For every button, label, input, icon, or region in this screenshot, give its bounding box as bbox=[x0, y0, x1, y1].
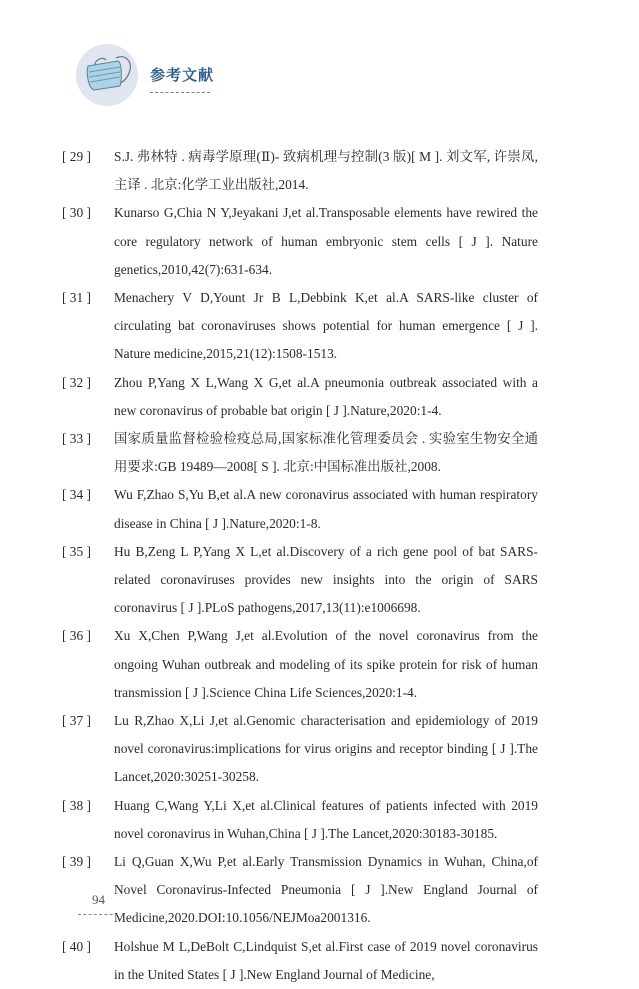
reference-number: [ 31 ] bbox=[62, 290, 92, 306]
reference-number: [ 38 ] bbox=[62, 797, 92, 813]
reference-number: [ 33 ] bbox=[62, 431, 92, 447]
reference-text: Kunarso G,Chia N Y,Jeyakani J,et al.Transposable elements have rewired the core regulatory network of human embryonic stem cells [ J ]. Nature genetics,2010,42(7):631-634. bbox=[114, 205, 538, 277]
reference-number: [ 37 ] bbox=[62, 713, 92, 729]
reference-item bbox=[62, 933, 538, 989]
reference-text: Lu R,Zhao X,Li J,et al.Genomic characterisation and epidemiology of 2019 novel coronavirus:implications for virus origins and receptor binding [ J ].The Lancet,2020:30251-30258. bbox=[114, 713, 538, 785]
title-underline bbox=[150, 92, 210, 93]
reference-text: Wu F,Zhao S,Yu B,et al.A new coronavirus associated with human respiratory disease in China [ J ].Nature,2020:1-8. bbox=[114, 487, 538, 531]
reference-text: S.J. 弗林特 . 病毒学原理(Ⅱ)- 致病机理与控制(3 版)[ M ]. 刘文军, 许崇凤,主译 . 北京:化学工业出版社,2014. bbox=[114, 149, 538, 193]
reference-item bbox=[62, 848, 538, 933]
reference-item bbox=[62, 369, 538, 425]
reference-item bbox=[62, 284, 538, 369]
page-number: 94 bbox=[92, 892, 105, 907]
reference-number: [ 34 ] bbox=[62, 487, 92, 503]
reference-item bbox=[62, 425, 538, 481]
reference-text: Hu B,Zeng L P,Yang X L,et al.Discovery of a rich gene pool of bat SARS-related coronaviruses provides new insights into the origin of SARS coronavirus [ J ].PLoS pathogens,2017,13(11):e1006698. bbox=[114, 543, 538, 616]
reference-item bbox=[62, 143, 538, 199]
reference-text: Zhou P,Yang X L,Wang X G,et al.A pneumonia outbreak associated with a new coronavirus of probable bat origin [ J ].Nature,2020:1-4. bbox=[114, 374, 538, 418]
reference-item bbox=[62, 481, 538, 537]
reference-item bbox=[62, 538, 538, 623]
reference-text: Huang C,Wang Y,Li X,et al.Clinical features of patients infected with 2019 novel coronavirus in Wuhan,China [ J ].The Lancet,2020:30183-30185. bbox=[114, 797, 538, 841]
reference-number: [ 29 ] bbox=[62, 149, 92, 164]
reference-item bbox=[62, 199, 538, 284]
reference-number: [ 32 ] bbox=[62, 374, 92, 390]
reference-item bbox=[62, 622, 538, 707]
reference-number: [ 30 ] bbox=[62, 205, 92, 221]
reference-text: Menachery V D,Yount Jr B L,Debbink K,et al.A SARS-like cluster of circulating bat coronaviruses shows potential for human emergence [ J ]. Nature medicine,2015,21(12):1508-1513. bbox=[114, 290, 538, 362]
reference-text: Xu X,Chen P,Wang J,et al.Evolution of the novel coronavirus from the ongoing Wuhan outbreak and modeling of its spike protein for risk of human transmission [ J ].Science China Life Sciences,2020:1-4. bbox=[114, 628, 538, 700]
reference-list bbox=[62, 143, 538, 989]
section-title: 参考文献 bbox=[150, 66, 215, 84]
page-number-underline bbox=[78, 914, 118, 915]
reference-number: [ 35 ] bbox=[62, 543, 92, 559]
reference-text: Holshue M L,DeBolt C,Lindquist S,et al.First case of 2019 novel coronavirus in the United States [ J ].New England Journal of Medicine, bbox=[114, 938, 538, 982]
reference-number: [ 36 ] bbox=[62, 628, 92, 644]
reference-number: [ 39 ] bbox=[62, 854, 92, 870]
reference-text: Li Q,Guan X,Wu P,et al.Early Transmission Dynamics in Wuhan, China,of Novel Coronavirus-Infected Pneumonia [ J ].New England Journal of Medicine,2020.DOI:10.1056/NEJMoa2001316. bbox=[114, 854, 538, 926]
reference-item bbox=[62, 792, 538, 848]
reference-item bbox=[62, 707, 538, 792]
reference-text: 国家质量监督检验检疫总局,国家标准化管理委员会 . 实验室生物安全通用要求:GB 19489—2008[ S ]. 北京:中国标准出版社,2008. bbox=[114, 431, 538, 475]
reference-number: [ 40 ] bbox=[62, 938, 92, 954]
face-mask-icon bbox=[76, 44, 138, 106]
